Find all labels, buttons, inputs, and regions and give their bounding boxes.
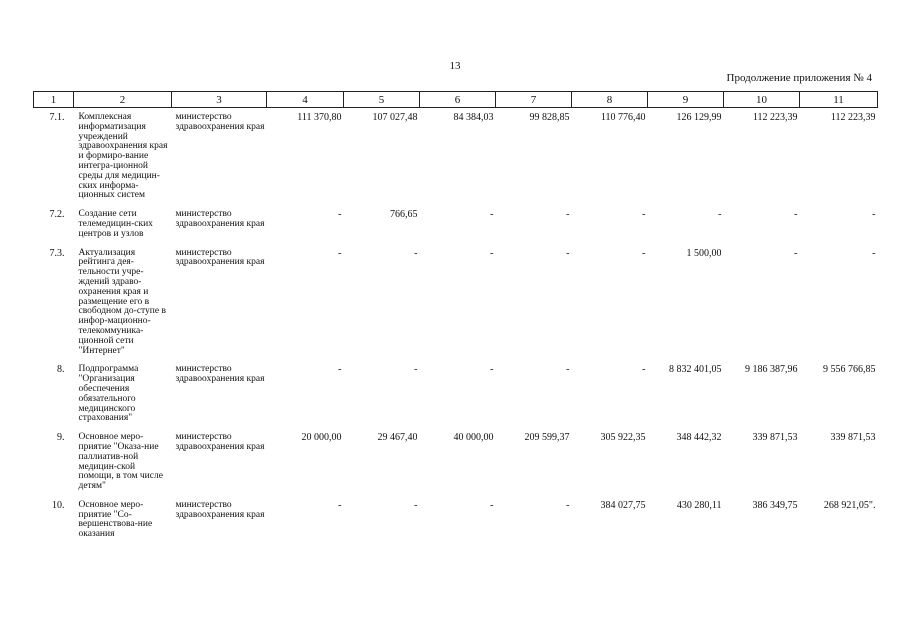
- funding-value: -: [794, 209, 798, 221]
- table-row: [34, 363, 878, 431]
- appendix-continuation-label: Продолжение приложения № 4: [726, 72, 872, 84]
- row-index: 10.: [52, 499, 65, 511]
- funding-value: -: [642, 364, 646, 376]
- funding-value: -: [872, 247, 876, 259]
- funding-value: 8 832 401,05: [669, 364, 722, 376]
- funding-value: -: [642, 247, 646, 259]
- funding-value: 84 384,03: [453, 112, 494, 123]
- program-name: Подпрограмма "Организация обеспечения обязательного медицинского страхования": [78, 364, 139, 424]
- funding-value: -: [414, 364, 418, 376]
- table-row: [34, 108, 878, 209]
- funding-value: -: [414, 247, 418, 259]
- row-index: 7.3.: [49, 247, 65, 259]
- funding-value: 339 871,53: [752, 432, 798, 444]
- funding-value: 29 467,40: [377, 432, 418, 444]
- funding-value: -: [566, 247, 570, 259]
- column-number-row: [34, 92, 878, 108]
- funding-value: 107 027,48: [372, 112, 418, 123]
- funding-value: -: [414, 499, 418, 511]
- funding-value: 9 556 766,85: [823, 364, 876, 376]
- funding-value: -: [338, 364, 342, 376]
- funding-value: -: [490, 247, 494, 259]
- column-header: 8: [572, 92, 648, 108]
- column-header: 5: [344, 92, 420, 108]
- row-index: 9.: [57, 432, 65, 444]
- table-body: [34, 108, 878, 548]
- funding-value: -: [490, 364, 494, 376]
- budget-table: [33, 91, 878, 547]
- funding-value: -: [872, 209, 876, 221]
- responsible-executor: министерство здравоохранения края: [175, 209, 265, 229]
- funding-value: -: [566, 499, 570, 511]
- column-header: 6: [420, 92, 496, 108]
- funding-value: -: [490, 499, 494, 511]
- funding-value: 126 129,99: [676, 112, 722, 123]
- program-name: Комплексная информатизация учреждений здравоохранения края и формиро-вание интегра-ционной среды для медицин-ских информа-ционных систем: [78, 112, 168, 201]
- responsible-executor: министерство здравоохранения края: [175, 499, 265, 520]
- table-row: [34, 247, 878, 364]
- responsible-executor: министерство здравоохранения края: [175, 432, 265, 452]
- funding-value: 40 000,00: [453, 432, 494, 444]
- responsible-executor: министерство здравоохранения края: [175, 112, 265, 132]
- row-index: 7.2.: [49, 209, 65, 221]
- funding-value: 348 442,32: [676, 432, 722, 444]
- funding-value: 384 027,75: [600, 499, 646, 511]
- page-number: 13: [449, 60, 461, 72]
- table-row: [34, 208, 878, 246]
- funding-value: -: [566, 364, 570, 376]
- row-index: 7.1.: [49, 112, 65, 123]
- funding-value: 1 500,00: [686, 247, 722, 259]
- funding-value: 112 223,39: [752, 112, 798, 123]
- funding-value: 339 871,53: [830, 432, 876, 444]
- funding-value: 112 223,39: [830, 112, 876, 123]
- funding-value: -: [338, 247, 342, 259]
- funding-value: 20 000,00: [301, 432, 342, 444]
- column-header: 9: [648, 92, 724, 108]
- funding-value: 209 599,37: [524, 432, 570, 444]
- funding-value: -: [642, 209, 646, 221]
- funding-value: -: [794, 247, 798, 259]
- row-index: 8.: [57, 364, 65, 376]
- funding-value: -: [566, 209, 570, 221]
- funding-value: 268 921,05".: [823, 499, 876, 511]
- column-header: 1: [34, 92, 74, 108]
- table-row: [34, 499, 878, 547]
- column-header: 2: [74, 92, 172, 108]
- funding-value: 9 186 387,96: [745, 364, 798, 376]
- funding-value: -: [338, 499, 342, 511]
- funding-value: 386 349,75: [752, 499, 798, 511]
- program-name: Основное меро-приятие "Оказа-ние паллиатив-ной медицин-ской помощи, в том числе детям": [78, 432, 163, 492]
- funding-value: -: [338, 209, 342, 221]
- funding-value: 430 280,11: [676, 499, 722, 511]
- funding-value: -: [718, 209, 722, 221]
- column-header: 4: [267, 92, 344, 108]
- program-name: Создание сети телемедицин-ских центров и узлов: [78, 209, 153, 239]
- funding-value: 766,65: [390, 209, 418, 221]
- column-header: 7: [496, 92, 572, 108]
- table-row: [34, 431, 878, 499]
- funding-value: 111 370,80: [297, 112, 342, 123]
- funding-value: 305 922,35: [600, 432, 646, 444]
- responsible-executor: министерство здравоохранения края: [175, 247, 265, 268]
- program-name: Актуализация рейтинга дея-тельности учре-ждений здраво-охранения края и размещение его в свободном до-ступе в инфор-мационно-телекоммуника-ционной сети "Интернет": [78, 247, 166, 356]
- funding-value: 99 828,85: [529, 112, 570, 123]
- program-name: Основное меро-приятие "Со-вершенствова-ние оказания: [78, 499, 153, 540]
- column-header: 10: [724, 92, 800, 108]
- column-header: 11: [800, 92, 878, 108]
- funding-value: -: [490, 209, 494, 221]
- table-header: [34, 92, 878, 108]
- column-header: 3: [172, 92, 267, 108]
- funding-value: 110 776,40: [600, 112, 646, 123]
- responsible-executor: министерство здравоохранения края: [175, 364, 265, 385]
